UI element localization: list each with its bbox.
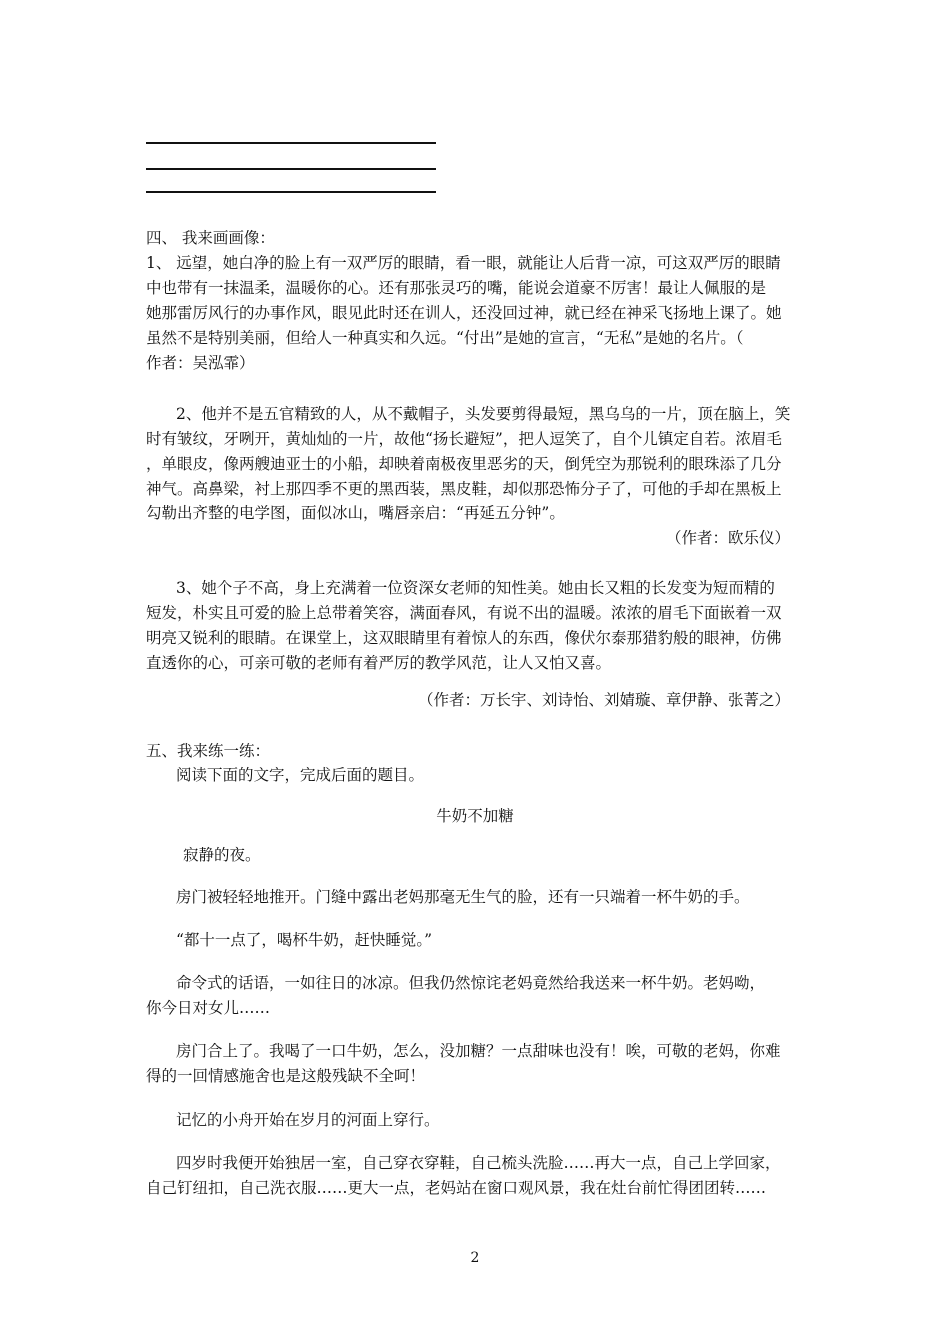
story-title: 牛奶不加糖 [436,807,514,825]
text-line: 勾勒出齐整的电学图，面似冰山，嘴唇亲启：“再延五分钟”。 [146,504,565,522]
story-paragraph: 四岁时我便开始独居一室，自己穿衣穿鞋，自己梳头洗脸……再大一点，自己上学回家， [176,1154,781,1172]
text-line: 虽然不是特别美丽，但给人一种真实和久远。“付出”是她的宣言，“无私”是她的名片。（ [146,329,744,347]
answer-line-3 [146,191,436,193]
page-number: 2 [470,1250,480,1266]
text-line: ，单眼皮，像两艘迪亚士的小船，却映着南极夜里恶劣的天，倒凭空为那锐利的眼珠添了几分 [146,455,782,473]
section-4-heading: 四、 我来画画像： [146,229,275,247]
story-paragraph: 你今日对女儿…… [146,999,271,1017]
reading-instruction: 阅读下面的文字，完成后面的题目。 [176,766,425,784]
text-line: 短发，朴实且可爱的脸上总带着笑容，满面春风，有说不出的温暖。浓浓的眉毛下面嵌着一双 [146,604,782,622]
author-credit: （作者：万长宇、刘诗怡、刘婧璇、章伊静、张菁之） [417,691,790,709]
story-paragraph: 房门被轻轻地推开。门缝中露出老妈那毫无生气的脸，还有一只端着一杯牛奶的手。 [176,888,750,906]
text-line: 直透你的心，可亲可敬的老师有着严厉的教学风范，让人又怕又喜。 [146,654,612,672]
section-5-heading: 五、我来练一练： [146,742,271,760]
text-line: 2、他并不是五官精致的人，从不戴帽子，头发要剪得最短，黑乌乌的一片，顶在脑上，笑 [176,405,791,423]
story-paragraph: 记忆的小舟开始在岁月的河面上穿行。 [176,1111,440,1129]
answer-line-2 [146,168,436,170]
story-paragraph: 自己钉纽扣，自己洗衣服……更大一点，老妈站在窗口观风景，我在灶台前忙得团团转…… [146,1179,767,1197]
text-line: 中也带有一抹温柔，温暖你的心。还有那张灵巧的嘴，能说会道豪不厉害！最让人佩服的是 [146,279,767,297]
story-paragraph: 寂静的夜。 [183,846,261,864]
text-line: 时有皱纹，牙咧开，黄灿灿的一片，故他“扬长避短”，把人逗笑了，自个儿镇定自若。浓眉毛 [146,430,782,448]
story-paragraph: 得的一回情感施舍也是这般残缺不全呵！ [146,1067,426,1085]
story-paragraph: 命令式的话语，一如往日的冰凉。但我仍然惊诧老妈竟然给我送来一杯牛奶。老妈呦， [176,974,766,992]
text-line: 她那雷厉风行的办事作风，眼见此时还在训人，还没回过神，就已经在神采飞扬地上课了。她 [146,304,782,322]
story-paragraph: 房门合上了。我喝了一口牛奶，怎么，没加糖？一点甜味也没有！唉，可敬的老妈，你难 [176,1042,781,1060]
text-line: 作者：吴泓霏） [146,354,255,372]
text-line: 明亮又锐利的眼睛。在课堂上，这双眼睛里有着惊人的东西，像伏尔泰那猎豹般的眼神，仿佛 [146,629,782,647]
text-line: 神气。高鼻梁，衬上那四季不更的黑西装，黑皮鞋，却似那恐怖分子了，可他的手却在黑板上 [146,480,782,498]
text-line: 1、 远望，她白净的脸上有一双严厉的眼睛，看一眼，就能让人后背一凉，可这双严厉的眼睛 [146,254,781,272]
author-credit: （作者：欧乐仪） [665,529,790,547]
answer-line-1 [146,142,436,144]
text-line: 3、她个子不高，身上充满着一位资深女老师的知性美。她由长又粗的长发变为短而精的 [176,579,775,597]
story-paragraph: “都十一点了，喝杯牛奶，赶快睡觉。” [176,931,433,949]
